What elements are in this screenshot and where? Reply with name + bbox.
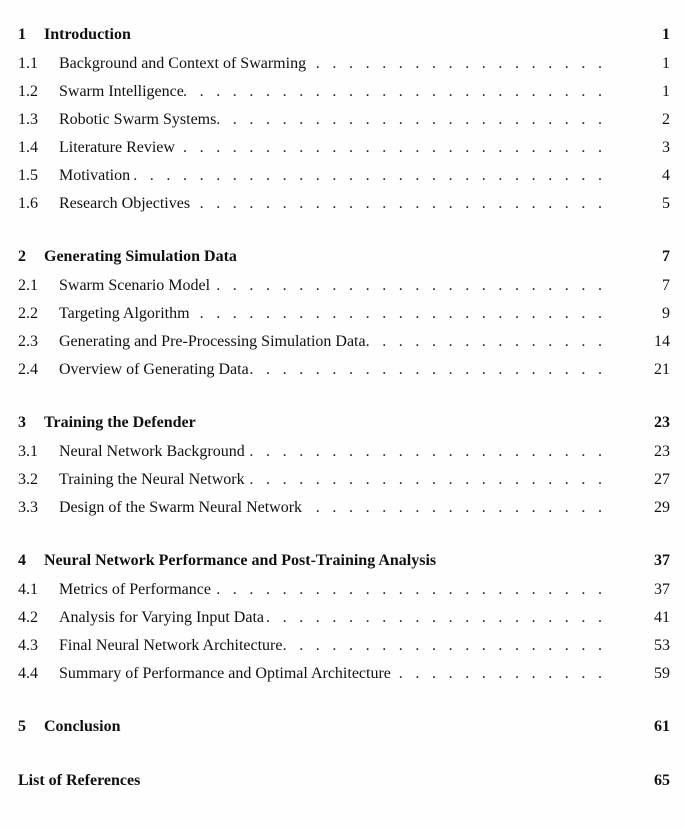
- dot-leader: [190, 190, 640, 218]
- chapter-page-number: 61: [654, 718, 670, 735]
- section-number: 1.5: [18, 167, 38, 184]
- section-title: Background and Context of Swarming: [59, 55, 307, 72]
- chapter-title: Introduction: [44, 26, 131, 43]
- section-number: 4.3: [18, 637, 38, 654]
- chapter-spacer: [18, 218, 670, 248]
- toc-section-entry[interactable]: [18, 660, 670, 688]
- section-page-number: 29: [654, 499, 670, 516]
- chapter-spacer: [18, 688, 670, 718]
- section-title: Neural Network Background: [59, 443, 245, 460]
- toc-chapter-1: [18, 26, 670, 218]
- toc-section-entry[interactable]: [18, 356, 670, 384]
- chapter-page-number: 1: [662, 26, 670, 43]
- dot-leader: [245, 466, 640, 494]
- section-title: Analysis for Varying Input Data: [59, 609, 264, 626]
- toc-section-entry[interactable]: [18, 190, 670, 218]
- toc-section-entry[interactable]: [18, 134, 670, 162]
- section-page-number: 7: [662, 277, 670, 294]
- section-number: 4.4: [18, 665, 38, 682]
- section-title: Literature Review: [59, 139, 175, 156]
- toc-chapter-entry[interactable]: [18, 718, 670, 742]
- chapter-spacer: [18, 384, 670, 414]
- references-page-number: 65: [654, 772, 670, 789]
- section-page-number: 3: [662, 139, 670, 156]
- dot-leader: [366, 328, 640, 356]
- toc-chapter-3: [18, 414, 670, 522]
- toc-section-entry[interactable]: [18, 494, 670, 522]
- section-number: 4.2: [18, 609, 38, 626]
- chapter-number: 3: [18, 414, 26, 431]
- toc-section-entry[interactable]: [18, 438, 670, 466]
- section-title: Swarm Intelligence: [59, 83, 184, 100]
- chapter-page-number: 7: [662, 248, 670, 265]
- toc-section-entry[interactable]: [18, 632, 670, 660]
- chapter-number: 4: [18, 552, 26, 569]
- chapter-title: Generating Simulation Data: [44, 248, 237, 265]
- dot-leader: [245, 438, 640, 466]
- toc-chapter-4: [18, 552, 670, 688]
- chapter-spacer: [18, 742, 670, 772]
- toc-section-entry[interactable]: [18, 162, 670, 190]
- section-number: 4.1: [18, 581, 38, 598]
- dot-leader: [190, 300, 640, 328]
- toc-section-entry[interactable]: [18, 272, 670, 300]
- section-page-number: 59: [654, 665, 670, 682]
- dot-leader: [391, 660, 640, 688]
- section-number: 1.4: [18, 139, 38, 156]
- section-title: Motivation: [59, 167, 131, 184]
- section-title: Training the Neural Network: [59, 471, 245, 488]
- section-number: 3.1: [18, 443, 38, 460]
- section-title: Overview of Generating Data: [59, 361, 249, 378]
- section-number: 2.3: [18, 333, 38, 350]
- section-title: Design of the Swarm Neural Network: [59, 499, 303, 516]
- toc-section-entry[interactable]: [18, 604, 670, 632]
- toc-chapter-entry[interactable]: [18, 248, 670, 272]
- section-page-number: 37: [654, 581, 670, 598]
- section-title: Generating and Pre-Processing Simulation Data: [59, 333, 366, 350]
- dot-leader: [249, 356, 640, 384]
- toc-section-entry[interactable]: [18, 106, 670, 134]
- section-page-number: 21: [654, 361, 670, 378]
- toc-chapter-entry[interactable]: [18, 414, 670, 438]
- section-title: Metrics of Performance: [59, 581, 211, 598]
- section-title: Final Neural Network Architecture: [59, 637, 283, 654]
- section-page-number: 14: [654, 333, 670, 350]
- chapter-title: Training the Defender: [44, 414, 196, 431]
- chapter-spacer: [18, 522, 670, 552]
- section-page-number: 9: [662, 305, 670, 322]
- toc-section-entry[interactable]: [18, 466, 670, 494]
- toc-section-entry[interactable]: [18, 576, 670, 604]
- section-page-number: 2: [662, 111, 670, 128]
- section-number: 1.3: [18, 111, 38, 128]
- toc-section-entry[interactable]: [18, 50, 670, 78]
- section-title: Swarm Scenario Model: [59, 277, 211, 294]
- section-number: 1.1: [18, 55, 38, 72]
- toc-chapter-entry[interactable]: [18, 552, 670, 576]
- dot-leader: [216, 106, 640, 134]
- references-title: List of References: [18, 772, 141, 789]
- section-page-number: 27: [654, 471, 670, 488]
- section-title: Research Objectives: [59, 195, 191, 212]
- chapter-page-number: 23: [654, 414, 670, 431]
- toc-section-entry[interactable]: [18, 300, 670, 328]
- section-page-number: 4: [662, 167, 670, 184]
- dot-leader: [302, 494, 640, 522]
- dot-leader: [282, 632, 640, 660]
- section-number: 2.1: [18, 277, 38, 294]
- chapter-number: 5: [18, 718, 26, 735]
- toc-section-entry[interactable]: [18, 328, 670, 356]
- chapter-title: Conclusion: [44, 718, 121, 735]
- section-title: Targeting Algorithm: [59, 305, 190, 322]
- section-number: 3.3: [18, 499, 38, 516]
- section-page-number: 23: [654, 443, 670, 460]
- toc-references-entry[interactable]: [18, 772, 670, 796]
- section-number: 1.6: [18, 195, 38, 212]
- chapter-page-number: 37: [654, 552, 670, 569]
- chapter-title: Neural Network Performance and Post-Training Analysis: [44, 552, 437, 569]
- dot-leader: [184, 78, 640, 106]
- toc-chapter-2: [18, 248, 670, 384]
- section-page-number: 1: [662, 55, 670, 72]
- section-title: Robotic Swarm Systems: [59, 111, 217, 128]
- section-number: 3.2: [18, 471, 38, 488]
- toc-section-entry[interactable]: [18, 78, 670, 106]
- dot-leader: [175, 134, 640, 162]
- dot-leader: [210, 272, 640, 300]
- section-number: 1.2: [18, 83, 38, 100]
- section-page-number: 41: [654, 609, 670, 626]
- section-number: 2.4: [18, 361, 38, 378]
- dot-leader: [130, 162, 640, 190]
- section-number: 2.2: [18, 305, 38, 322]
- section-page-number: 5: [662, 195, 670, 212]
- table-of-contents: [18, 26, 670, 796]
- chapter-number: 2: [18, 248, 26, 265]
- section-title: Summary of Performance and Optimal Architecture: [59, 665, 391, 682]
- chapter-number: 1: [18, 26, 26, 43]
- section-page-number: 53: [654, 637, 670, 654]
- dot-leader: [211, 576, 640, 604]
- toc-chapter-5: [18, 718, 670, 742]
- section-page-number: 1: [662, 83, 670, 100]
- dot-leader: [264, 604, 640, 632]
- dot-leader: [306, 50, 640, 78]
- toc-chapter-entry[interactable]: [18, 26, 670, 50]
